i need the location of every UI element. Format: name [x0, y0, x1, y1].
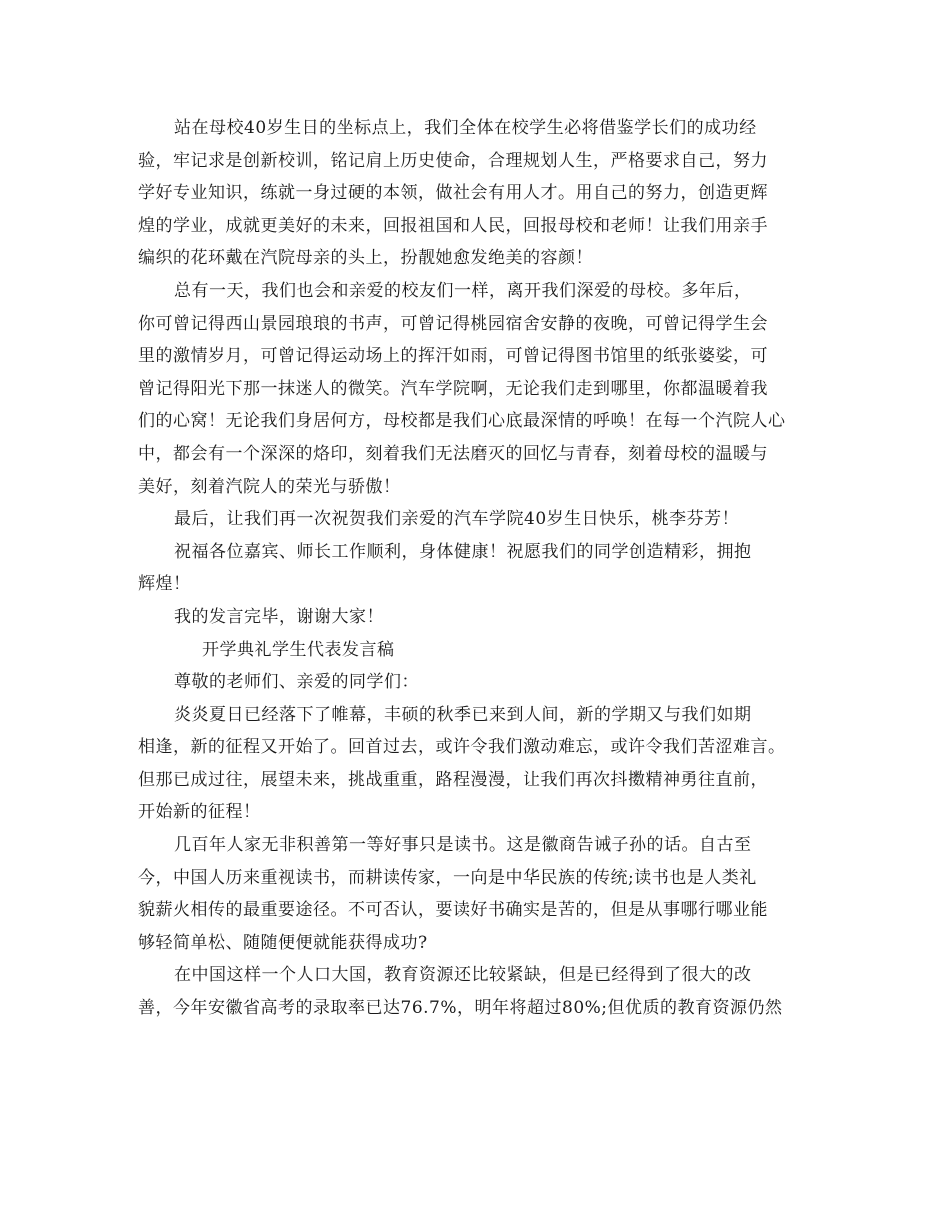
text-line: 炎炎夏日已经落下了帷幕，丰硕的秋季已来到人间，新的学期又与我们如期: [174, 704, 752, 725]
text-line: 善，今年安徽省高考的录取率已达76.7%，明年将超过80%;但优质的教育资源仍然: [138, 998, 783, 1019]
text-line: 站在母校40岁生日的坐标点上，我们全体在校学生必将借鉴学长们的成功经: [174, 118, 757, 138]
text-line: 美好，刻着汽院人的荣光与骄傲！: [138, 476, 401, 497]
text-line: 尊敬的老师们、亲爱的同学们：: [174, 672, 419, 693]
text-line: 但那已成过往，展望未来，挑战重重，路程漫漫，让我们再次抖擞精神勇往直前，: [138, 769, 768, 790]
text-line: 最后，让我们再一次祝贺我们亲爱的汽车学院40岁生日快乐，桃李芬芳！: [174, 509, 740, 530]
text-line: 煌的学业，成就更美好的未来，回报祖国和人民，回报母校和老师！让我们用亲手: [138, 215, 768, 236]
text-line: 辉煌！: [138, 574, 191, 595]
section-title: 开学典礼学生代表发言稿: [202, 639, 395, 660]
text-line: 总有一天，我们也会和亲爱的校友们一样，离开我们深爱的母校。多年后，: [174, 280, 752, 301]
text-line: 里的激情岁月，可曾记得运动场上的挥汗如雨，可曾记得图书馆里的纸张婆娑，可: [138, 346, 768, 367]
text-line: 貌薪火相传的最重要途径。不可否认，要读好书确实是苦的，但是从事哪行哪业能: [138, 900, 768, 921]
text-line: 们的心窝！无论我们身居何方，母校都是我们心底最深情的呼唤！在每一个汽院人心: [138, 411, 786, 432]
text-line: 够轻简单松、随随便便就能获得成功?: [138, 932, 428, 953]
text-line: 你可曾记得西山景园琅琅的书声，可曾记得桃园宿舍安静的夜晚，可曾记得学生会: [138, 313, 768, 334]
text-line: 中，都会有一个深深的烙印，刻着我们无法磨灭的回忆与青春，刻着母校的温暖与: [138, 443, 768, 464]
text-line: 验，牢记求是创新校训，铭记肩上历史使命，合理规划人生，严格要求自己，努力: [138, 150, 768, 171]
text-line: 编织的花环戴在汽院母亲的头上，扮靓她愈发绝美的容颜！: [138, 248, 593, 269]
text-line: 相逢，新的征程又开始了。回首过去，或许令我们激动难忘，或许令我们苦涩难言。: [138, 737, 786, 758]
text-line: 祝福各位嘉宾、师长工作顺利，身体健康！祝愿我们的同学创造精彩，拥抱: [174, 541, 752, 562]
text-line: 学好专业知识，练就一身过硬的本领，做社会有用人才。用自己的努力，创造更辉: [138, 183, 768, 204]
text-line: 开始新的征程！: [138, 802, 261, 823]
text-line: 曾记得阳光下那一抹迷人的微笑。汽车学院啊，无论我们走到哪里，你都温暖着我: [138, 378, 768, 399]
text-line: 今，中国人历来重视读书，而耕读传家，一向是中华民族的传统;读书也是人类礼: [138, 867, 757, 888]
document-body: [138, 112, 838, 1025]
text-line: 我的发言完毕，谢谢大家！: [174, 606, 384, 627]
text-line: 几百年人家无非积善第一等好事只是读书。这是徽商告诫子孙的话。自古至: [174, 835, 752, 856]
text-line: 在中国这样一个人口大国，教育资源还比较紧缺，但是已经得到了很大的改: [174, 965, 752, 986]
